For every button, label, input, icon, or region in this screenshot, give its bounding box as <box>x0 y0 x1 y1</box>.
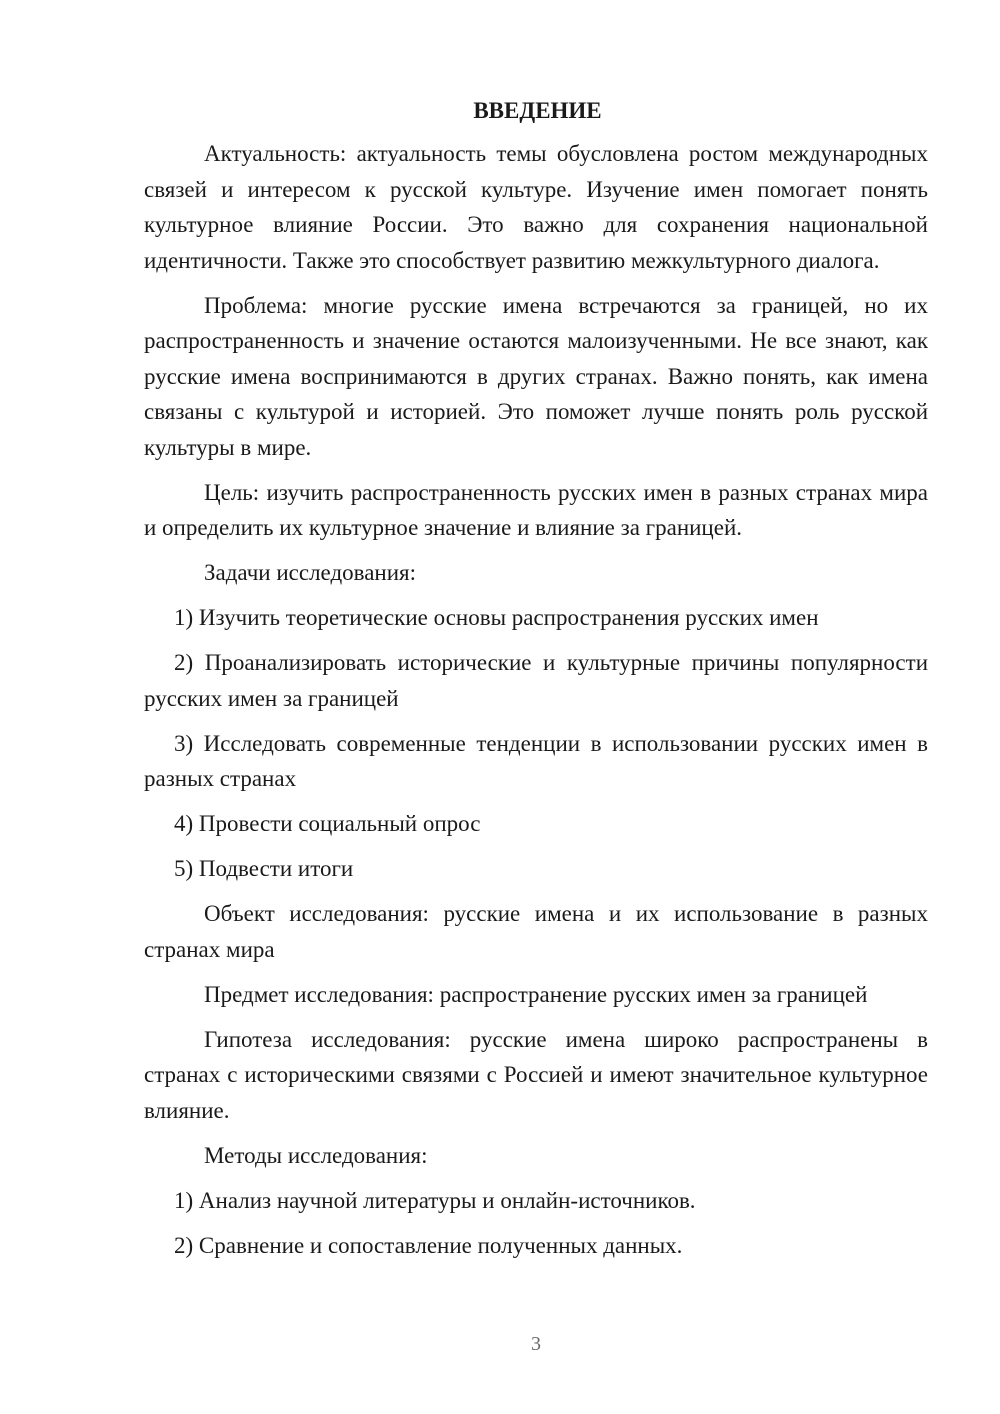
task-item: 1) Изучить теоретические основы распространения русских имен <box>174 605 819 630</box>
hypothesis-paragraph: Гипотеза исследования: русские имена широко распространены в странах с историческими связями с Россией и имеют значительное культурное влияние. <box>144 1026 928 1123</box>
page-number: 3 <box>531 1333 541 1355</box>
subject-paragraph: Предмет исследования: распространение русских имен за границей <box>204 981 868 1007</box>
methods-heading: Методы исследования: <box>204 1142 428 1168</box>
task-item: 2) Проанализировать исторические и культурные причины популярности русских имен за границей <box>144 650 928 711</box>
page-content <box>144 95 928 1263</box>
task-item: 4) Провести социальный опрос <box>174 811 481 836</box>
method-item: 2) Сравнение и сопоставление полученных данных. <box>174 1232 683 1258</box>
relevance-paragraph: Актуальность: актуальность темы обусловлена ростом международных связей и интересом к русской культуре. Изучение имен помогает понять культурное влияние России. Это важно для сохранения национальной идентичности. Также это способствует развитию межкультурного диалога. <box>144 141 928 273</box>
problem-paragraph: Проблема: многие русские имена встречаются за границей, но их распространенность и значение остаются малоизученными. Не все знают, как русские имена воспринимаются в других странах. Важно понять, как имена связаны с культурой и историей. Это поможет лучше понять роль русской культуры в мире. <box>144 292 928 460</box>
tasks-heading: Задачи исследования: <box>204 560 417 585</box>
method-item: 1) Анализ научной литературы и онлайн-источников. <box>174 1187 696 1213</box>
section-heading: ВВЕДЕНИЕ <box>473 98 602 123</box>
task-item: 5) Подвести итоги <box>174 856 354 881</box>
object-paragraph: Объект исследования: русские имена и их использование в разных странах мира <box>144 901 928 962</box>
task-item: 3) Исследовать современные тенденции в использовании русских имен в разных странах <box>144 730 928 791</box>
goal-paragraph: Цель: изучить распространенность русских имен в разных странах мира и определить их культурное значение и влияние за границей. <box>144 479 928 540</box>
